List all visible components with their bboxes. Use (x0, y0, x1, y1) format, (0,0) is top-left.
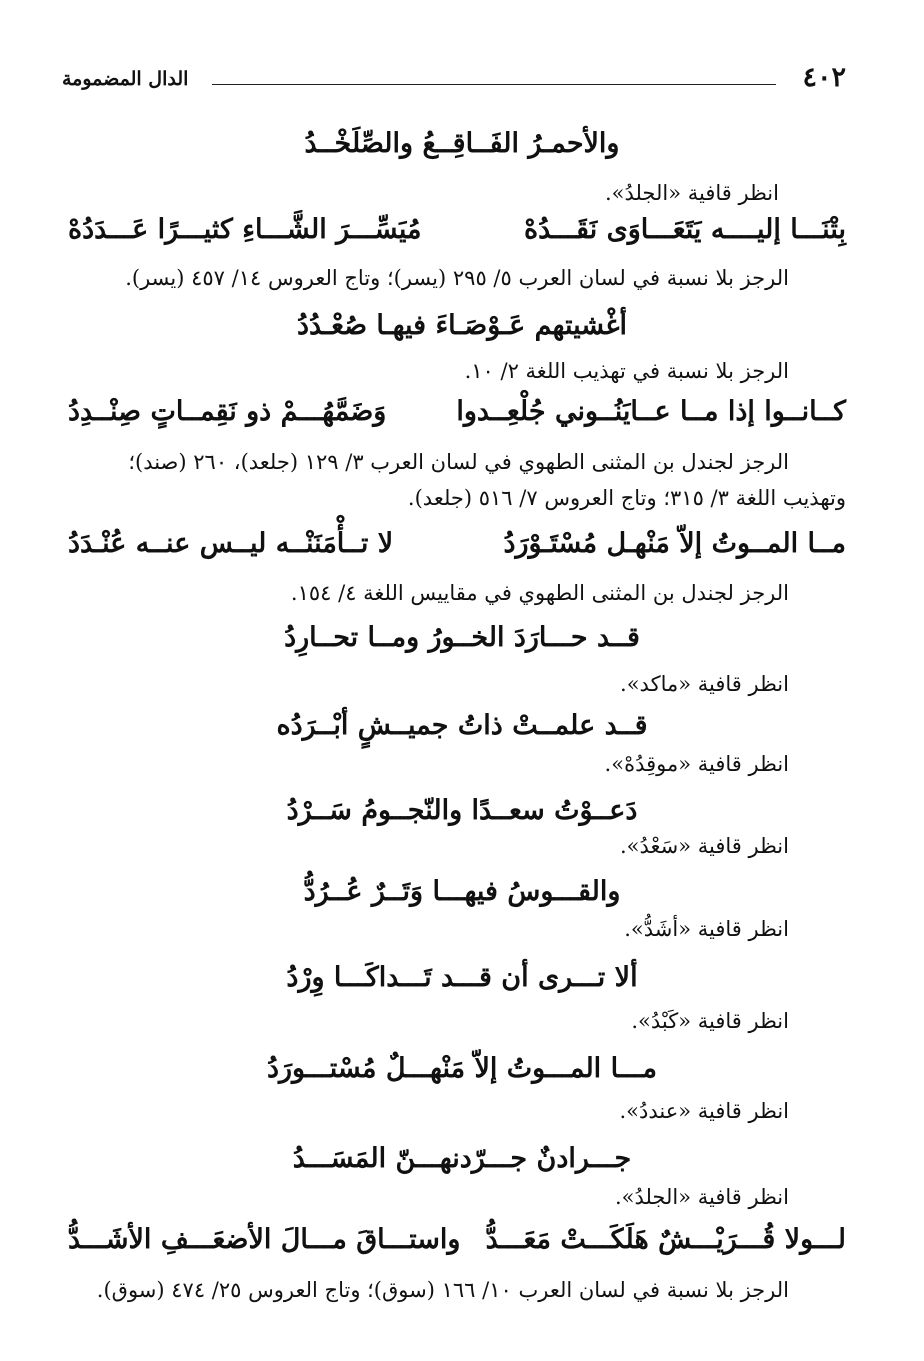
verse-note-line: الرجز لجندل بن المثنى الطهوي في لسان العرب ٣/ ١٢٩ (جلعد)، ٢٦٠ (صند)؛ (128, 450, 789, 474)
verse-line: والأحمـرُ الفَــاقِــعُ والصِّلَخْــدُ (304, 128, 620, 159)
verse-note: الرجز لجندل بن المثنى الطهوي في مقاييس اللغة ٤/ ١٥٤. (290, 581, 789, 605)
verse-note: انظر قافية «سَعْدُ». (619, 834, 789, 858)
header-rule (212, 84, 776, 85)
chapter-title: الدال المضمومة (62, 68, 189, 90)
running-header (62, 62, 846, 96)
verse-note: انظر قافية «الجلدُ». (614, 1185, 789, 1209)
verse-note: انظر قافية «ماكد». (620, 672, 789, 696)
verse-hemistich-right: بِتْنَـــا إليــــه يَتَعَـــاوَى نَقَـــدُهْ (524, 214, 846, 245)
verse-note: الرجز بلا نسبة في لسان العرب ١٠/ ١٦٦ (سوق)؛ وتاج العروس ٢٥/ ٤٧٤ (سوق). (96, 1278, 789, 1302)
verse-note-line: وتهذيب اللغة ٣/ ٣١٥؛ وتاج العروس ٧/ ٥١٦ (جلعد). (407, 486, 846, 510)
verse-note: الرجز بلا نسبة في تهذيب اللغة ٢/ ١٠. (464, 359, 789, 383)
verse-note: انظر قافية «عنددُ». (619, 1099, 789, 1123)
verse-line: قــد حـــارَدَ الخــورُ ومــا تحــارِدُ (284, 622, 640, 653)
verse-hemistich-right: مــا المــوتُ إلاّ مَنْهـل مُسْتَـوْرَدُ (503, 528, 846, 559)
verse-hemistich-left: وَضَمَّهُـــمْ ذو نَقِمــاتٍ صِنْــدِدُ (68, 396, 387, 427)
verse-hemistich-left: مُيَسِّـــرَ الشَّـــاءِ كثيـــرًا عَـــدَدُهْ (68, 214, 422, 245)
verse-line: جـــرادنٌ جـــرّدنهـــنّ المَسَـــدُ (292, 1143, 632, 1174)
verse-line: مـــا المـــوتُ إلاّ مَنْهـــلٌ مُسْتـــورَدُ (266, 1053, 658, 1084)
page-number: ٤٠٢ (802, 62, 846, 93)
verse-line: دَعــوْتُ سعــدًا والنّجــومُ سَــرْدُ (286, 795, 638, 826)
verse-line: ألا تـــرى أن قـــد تَـــداكَـــا وِرْدُ (286, 962, 638, 993)
verse-line: قــد علمــتْ ذاتُ جميــشٍ أبْــرَدُه (276, 710, 648, 741)
verse-line: أغْشيتهم عَـوْصَـاءَ فيهـا صُعْـدُدُ (296, 310, 628, 341)
verse-note: انظر قافية «موقِدُهْ». (604, 752, 789, 776)
verse-hemistich-left: واستـــاقَ مـــالَ الأضعَـــفِ الأشَـــدُّ (68, 1224, 461, 1255)
verse-hemistich-right: لـــولا قُـــرَيْـــشٌ هَلَكَـــتْ مَعَـــدُّ (485, 1224, 846, 1255)
verse-note: الرجز بلا نسبة في لسان العرب ٥/ ٢٩٥ (يسر)؛ وتاج العروس ١٤/ ٤٥٧ (يسر). (125, 266, 789, 290)
verse-note: انظر قافية «كَبْدُ». (631, 1009, 789, 1033)
verse-note: انظر قافية «أشَدُّ». (624, 917, 789, 941)
verse-hemistich-right: كــانــوا إذا مــا عــايَنُــوني جُلْعِــدوا (456, 396, 846, 427)
verse-line: والقـــوسُ فيهـــا وَتَــرٌ عُــرُدُّ (303, 876, 621, 907)
verse-note: انظر قافية «الجلدُ». (604, 181, 779, 205)
verse-hemistich-left: لا تــأْمَنَنْــه ليــس عنــه عُنْـدَدُ (68, 528, 394, 559)
